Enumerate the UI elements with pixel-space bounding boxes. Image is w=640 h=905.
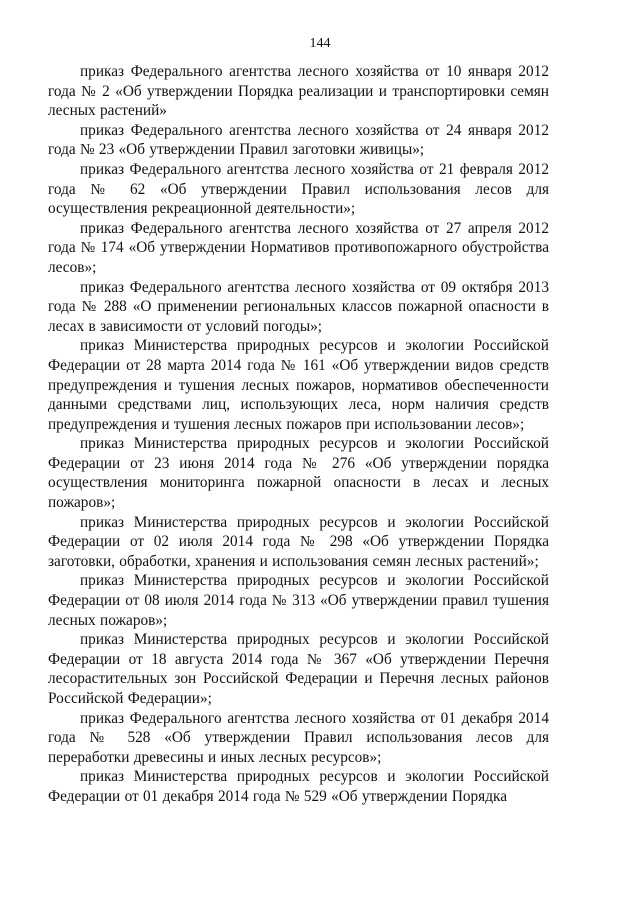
paragraph-order-2: приказ Федерального агентства лесного хозяйства от 24 января 2012 года № 23 «Об утверждении Правил заготовки живицы»;: [48, 121, 549, 159]
paragraph-order-11: приказ Федерального агентства лесного хозяйства от 01 декабря 2014 года № 528 «Об утверждении Правил использования лесов для переработки древесины и иных лесных ресурсов»;: [48, 709, 549, 766]
paragraph-order-10: приказ Министерства природных ресурсов и экологии Российской Федерации от 18 августа 2014 года № 367 «Об утверждении Перечня лесорастительных зон Российской Федерации и Перечня лесных районов Российской Федерации»;: [48, 631, 549, 707]
document-body: [48, 62, 549, 807]
paragraph-order-8: приказ Министерства природных ресурсов и экологии Российской Федерации от 02 июля 2014 года № 298 «Об утверждении Порядка заготовки, обработки, хранения и использования семян лесных растений»;: [48, 513, 549, 570]
page-number: 144: [309, 36, 331, 51]
paragraph-order-12: приказ Министерства природных ресурсов и экологии Российской Федерации от 01 декабря 2014 года № 529 «Об утверждении Порядка: [48, 768, 549, 805]
paragraph-order-1: приказ Федерального агентства лесного хозяйства от 10 января 2012 года № 2 «Об утверждении Порядка реализации и транспортировки семян лесных растений»: [48, 63, 549, 120]
paragraph-order-5: приказ Федерального агентства лесного хозяйства от 09 октября 2013 года № 288 «О применении региональных классов пожарной опасности в лесах в зависимости от условий погоды»;: [48, 278, 549, 335]
paragraph-order-6: приказ Министерства природных ресурсов и экологии Российской Федерации от 28 марта 2014 года № 161 «Об утверждении видов средств предупреждения и тушения лесных пожаров, нормативов обеспеченности данными средствами лиц, использующих леса, норм наличия средств предупреждения и тушения лесных пожаров при использовании лесов»;: [48, 337, 549, 433]
paragraph-order-3: приказ Федерального агентства лесного хозяйства от 21 февраля 2012 года № 62 «Об утверждении Правил использования лесов для осуществления рекреационной деятельности»;: [48, 160, 549, 218]
paragraph-order-9: приказ Министерства природных ресурсов и экологии Российской Федерации от 08 июля 2014 года № 313 «Об утверждении правил тушения лесных пожаров»;: [48, 572, 549, 629]
paragraph-order-4: приказ Федерального агентства лесного хозяйства от 27 апреля 2012 года № 174 «Об утверждении Нормативов противопожарного обустройства лесов»;: [48, 219, 549, 276]
paragraph-order-7: приказ Министерства природных ресурсов и экологии Российской Федерации от 23 июня 2014 года № 276 «Об утверждении порядка осуществления мониторинга пожарной опасности в лесах и лесных пожаров»;: [48, 435, 549, 512]
